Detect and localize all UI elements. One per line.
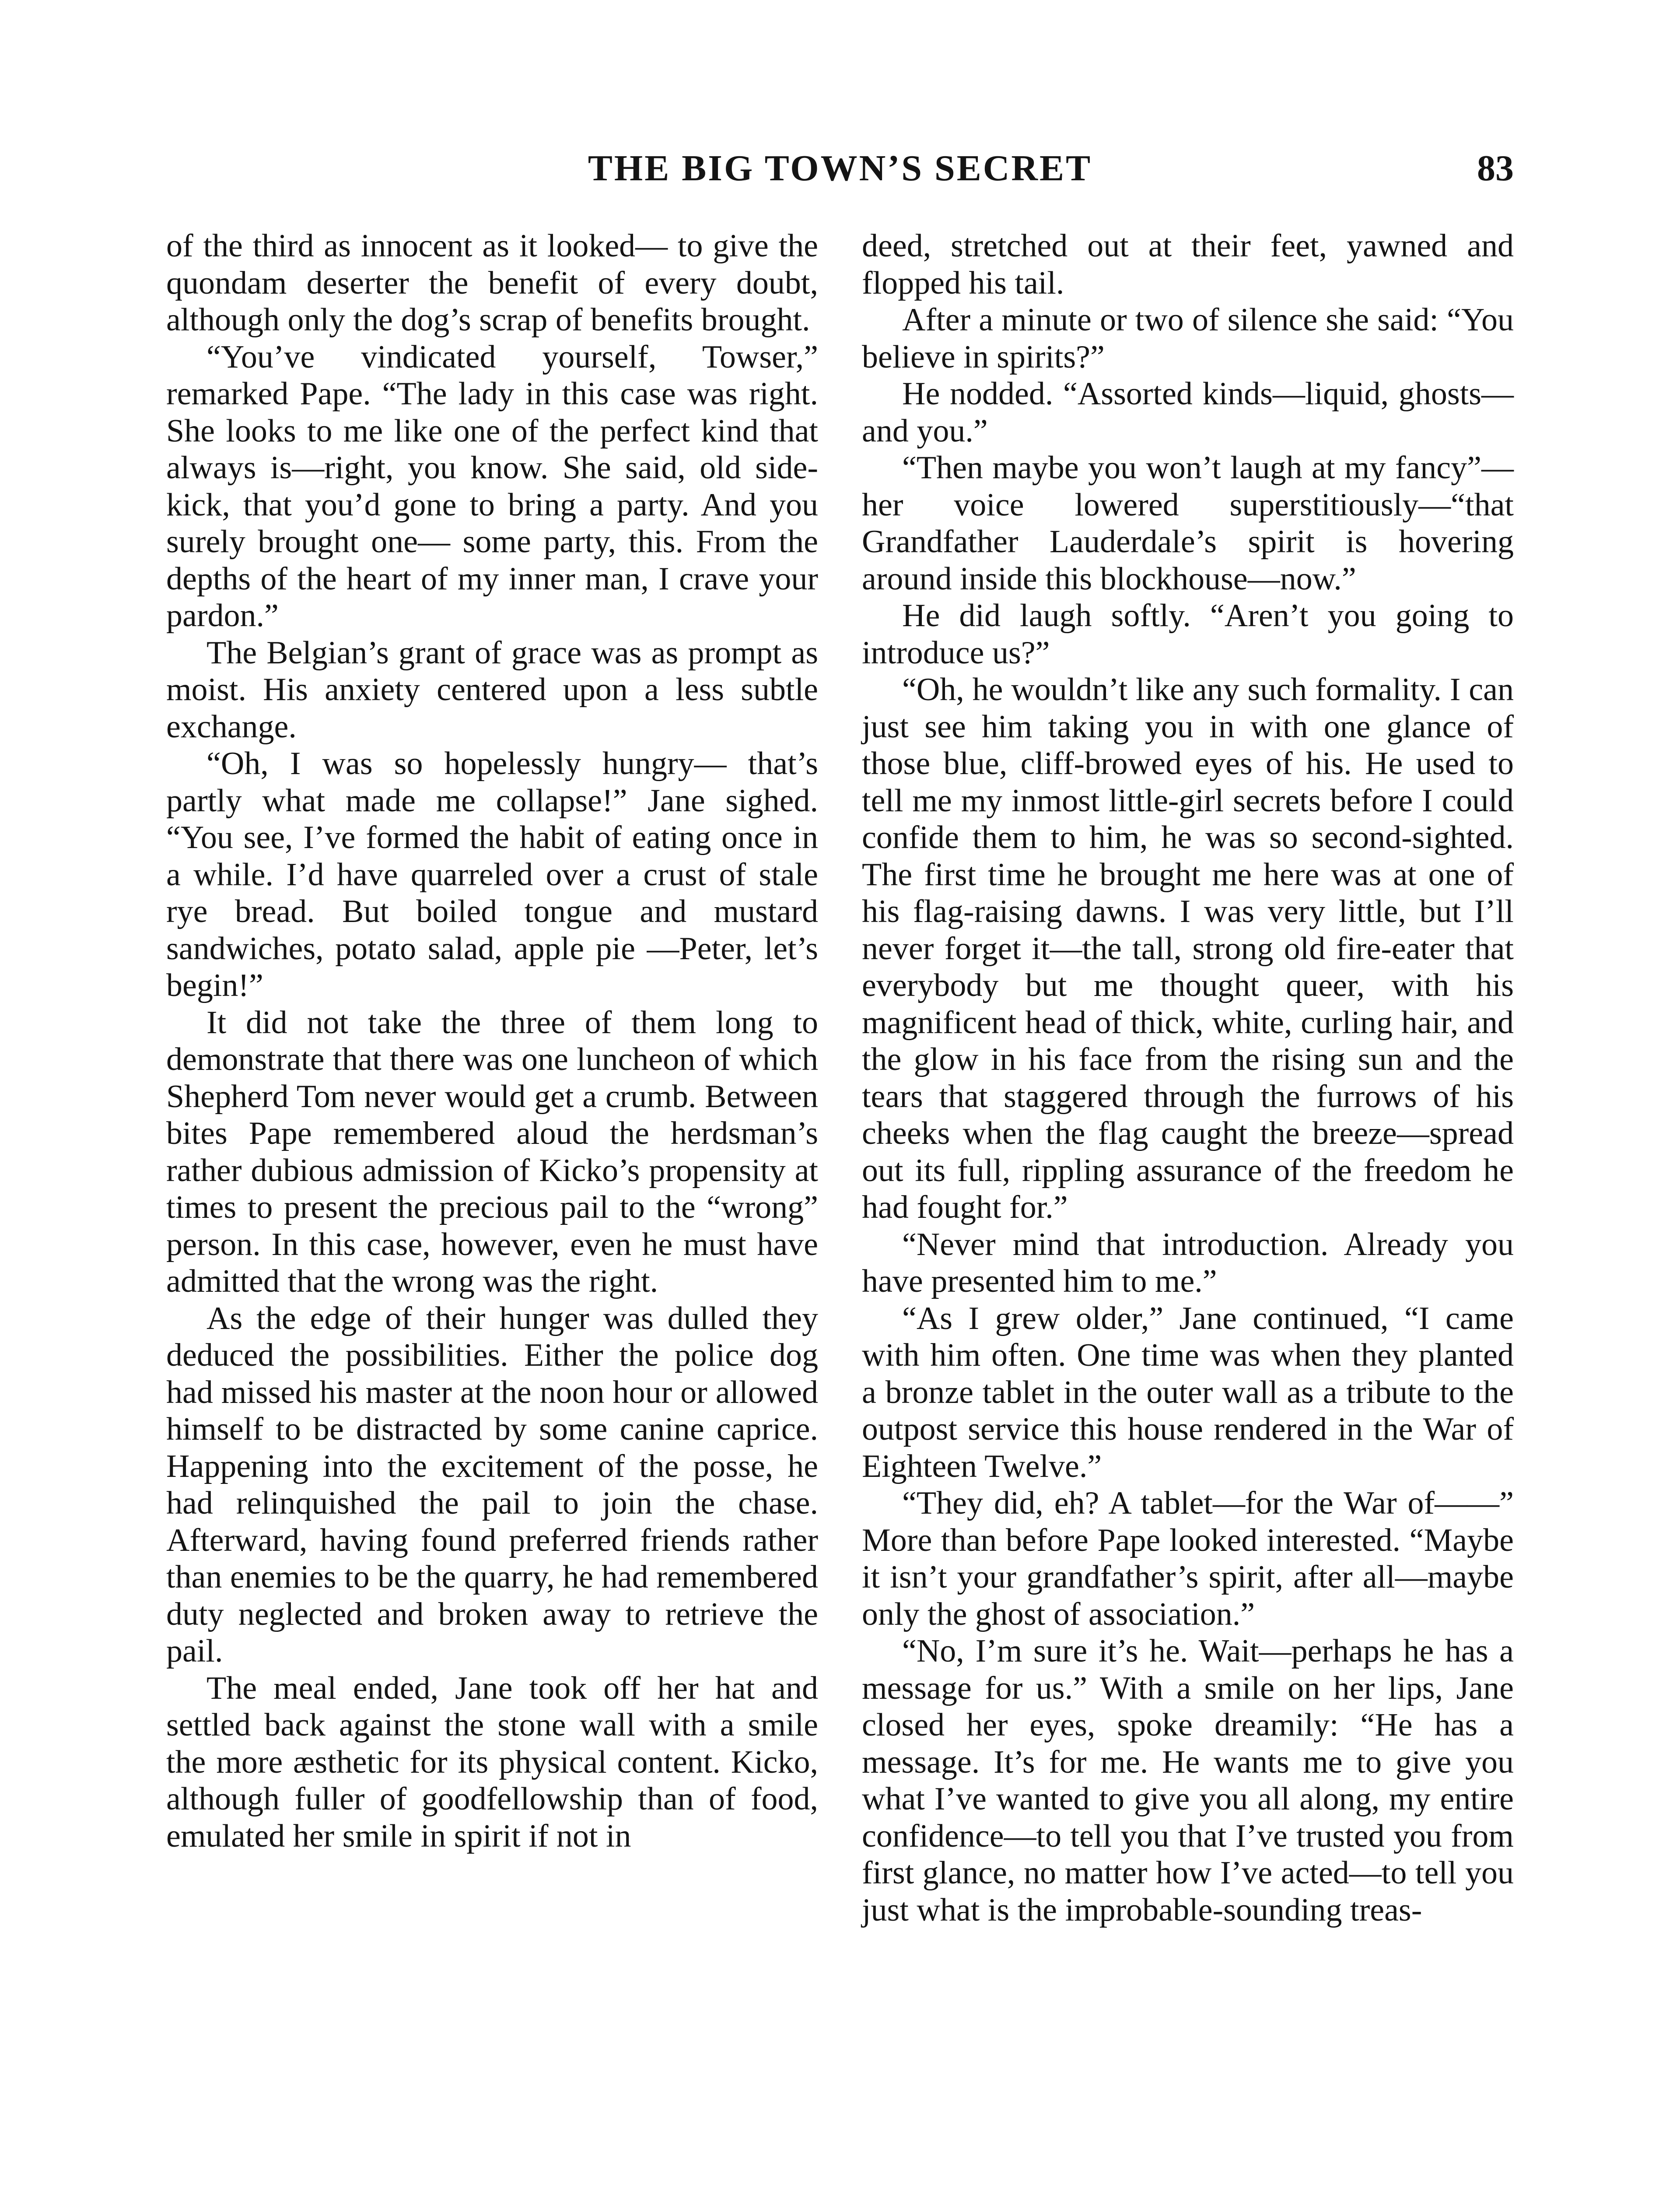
paragraph: It did not take the three of them long to demonstrate that there was one luncheon of which Shepherd Tom never would get a crumb. Between bites Pape remembered aloud the herdsman’s rather dubious admission of Kicko’s propensity at times to present the precious pail to the “wrong” person. In this case, however, even he must have admitted that the wrong was the right.: [166, 1004, 818, 1299]
paragraph: After a minute or two of silence she said: “You believe in spirits?”: [862, 302, 1514, 375]
paragraph: “Oh, I was so hopelessly hungry— that’s partly what made me collapse!” Jane sighed. “You see, I’ve formed the habit of eating once in a while. I’d have quarreled over a crust of stale rye bread. But boiled tongue and mustard sandwiches, potato salad, apple pie —Peter, let’s begin!”: [166, 746, 818, 1003]
left-column: [166, 228, 818, 1855]
running-title: THE BIG TOWN’S SECRET: [588, 148, 1092, 189]
right-column: [862, 228, 1514, 1929]
paragraph: “You’ve vindicated yourself, Towser,” remarked Pape. “The lady in this case was right. She looks to me like one of the perfect kind that always is—right, you know. She said, old side-kick, that you’d gone to bring a party. And you surely brought one— some party, this. From the depths of the heart of my inner man, I crave your pardon.”: [166, 339, 818, 634]
paragraph: of the third as innocent as it looked— to give the quondam deserter the benefit of every doubt, although only the dog’s scrap of benefits brought.: [166, 228, 818, 338]
paragraph: He nodded. “Assorted kinds—liquid, ghosts—and you.”: [862, 376, 1514, 449]
paragraph: “Never mind that introduction. Already you have presented him to me.”: [862, 1226, 1514, 1299]
paragraph: He did laugh softly. “Aren’t you going to introduce us?”: [862, 598, 1514, 671]
paragraph: deed, stretched out at their feet, yawned and flopped his tail.: [862, 228, 1514, 301]
paragraph: The Belgian’s grant of grace was as prompt as moist. His anxiety centered upon a less subtle exchange.: [166, 635, 818, 745]
paragraph: “No, I’m sure it’s he. Wait—perhaps he has a message for us.” With a smile on her lips, Jane closed her eyes, spoke dreamily: “He has a message. It’s for me. He wants me to give you what I’ve wanted to give you all along, my entire confidence—to tell you that I’ve trusted you from first glance, no matter how I’ve acted—to tell you just what is the improbable-sounding treas-: [862, 1633, 1514, 1928]
paragraph: “Then maybe you won’t laugh at my fancy”—her voice lowered superstitiously—“that Grandfather Lauderdale’s spirit is hovering around inside this blockhouse—now.”: [862, 450, 1514, 597]
paragraph: “As I grew older,” Jane continued, “I came with him often. One time was when they planted a bronze tablet in the outer wall as a tribute to the outpost service this house rendered in the War of Eighteen Twelve.”: [862, 1300, 1514, 1484]
running-header: [166, 144, 1514, 197]
paragraph: “Oh, he wouldn’t like any such formality. I can just see him taking you in with one glance of those blue, cliff-browed eyes of his. He used to tell me my inmost little-girl secrets before I could confide them to him, he was so second-sighted. The first time he brought me here was at one of his flag-raising dawns. I was very little, but I’ll never forget it—the tall, strong old fire-eater that everybody but me thought queer, with his magnificent head of thick, white, curling hair, and the glow in his face from the rising sun and the tears that staggered through the furrows of his cheeks when the flag caught the breeze—spread out its full, rippling assurance of the freedom he had fought for.”: [862, 672, 1514, 1225]
paragraph: As the edge of their hunger was dulled they deduced the possibilities. Either the police dog had missed his master at the noon hour or allowed himself to be distracted by some canine caprice. Happening into the excitement of the posse, he had relinquished the pail to join the chase. Afterward, having found preferred friends rather than enemies to be the quarry, he had remembered duty neglected and broken away to retrieve the pail.: [166, 1300, 818, 1669]
paragraph: The meal ended, Jane took off her hat and settled back against the stone wall with a smile the more æsthetic for its physical content. Kicko, although fuller of goodfellowship than of food, emulated her smile in spirit if not in: [166, 1670, 818, 1854]
paragraph: “They did, eh? A tablet—for the War of——” More than before Pape looked interested. “Maybe it isn’t your grandfather’s spirit, after all—maybe only the ghost of association.”: [862, 1485, 1514, 1632]
page-number: 83: [1477, 148, 1514, 189]
